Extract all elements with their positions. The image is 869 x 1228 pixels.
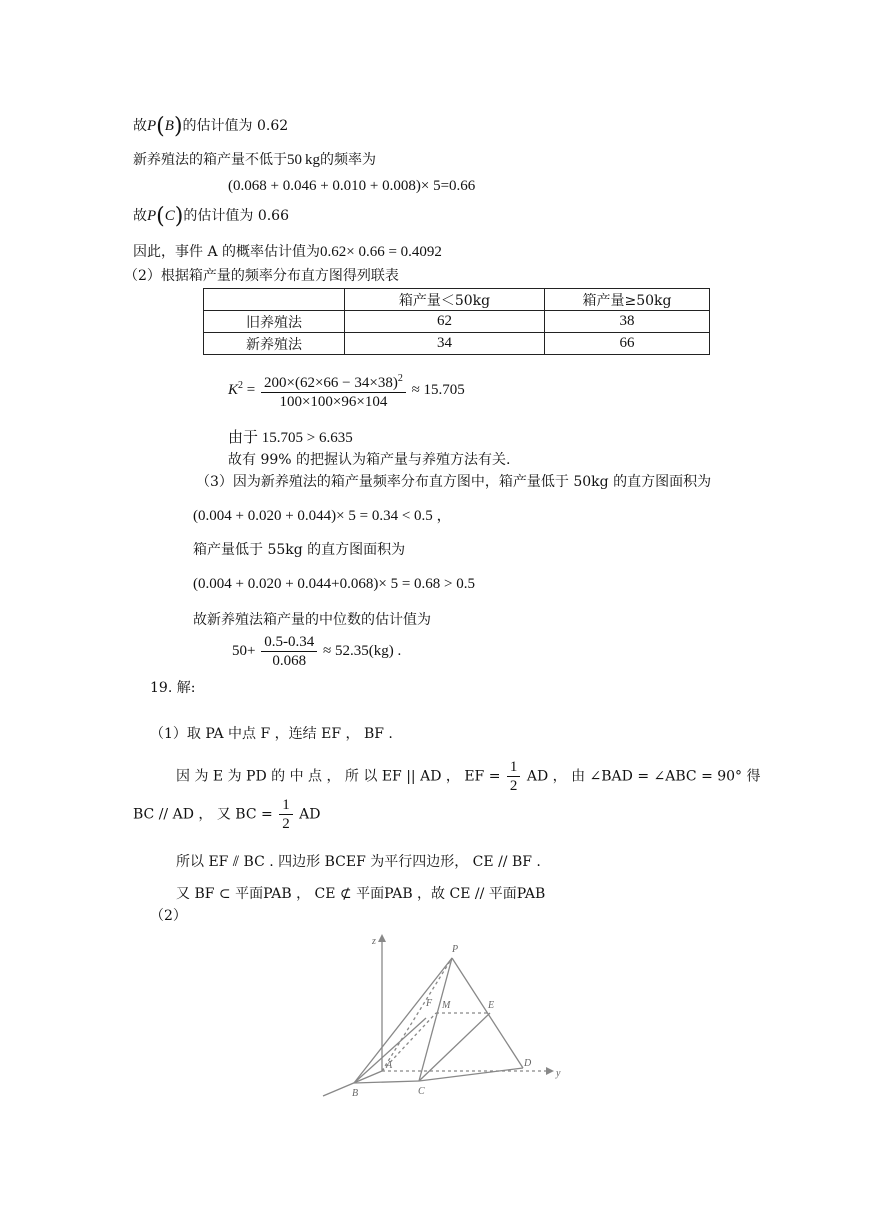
label-f: F	[426, 998, 433, 1009]
median-fraction: $\frac{0.5-0.34}{0.068}$	[261, 633, 317, 670]
q19-header: 19. 解:	[150, 680, 196, 696]
part3-expr1: (0.004 + 0.020 + 0.044)× 5 = 0.34 < 0.5 ，	[193, 508, 452, 524]
part3-expr2: (0.004 + 0.020 + 0.044+0.068)× 5 = 0.68 > 0.5	[193, 576, 475, 592]
pa-estimate-line: 因此，事件 A 的概率估计值为0.62× 0.66 = 0.4092	[133, 244, 442, 260]
label-m: M	[442, 1000, 451, 1011]
label-y: y	[556, 1068, 561, 1079]
label-p: P	[452, 944, 459, 955]
conclusion-line: 故有 99% 的把握认为箱产量与养殖方法有关.	[228, 452, 511, 468]
contingency-table	[203, 288, 710, 355]
table-header-cell: 箱产量≥50kg	[545, 289, 710, 311]
pc-estimate-line: 故P(C)的估计值为 0.66	[133, 204, 289, 229]
label-c: C	[418, 1086, 425, 1097]
edge-pa	[382, 958, 452, 1071]
pb-estimate-line: 故P(B)的估计值为 0.62	[133, 114, 289, 139]
since-line: 由于 15.705 > 6.635	[228, 430, 353, 446]
k2-fraction: $\frac{200\times(62\times 66 - 34\times 38)^2}{100\times 100\times 96\times 104}$	[261, 370, 406, 411]
z-axis-arrow-icon	[378, 934, 386, 942]
table-cell: 34	[345, 333, 545, 355]
part2-intro: （2）根据箱产量的频率分布直方图得列联表	[124, 268, 399, 284]
half-fraction: $\frac{1}{2}$	[279, 796, 293, 833]
part3-intro: （3）因为新养殖法的箱产量频率分布直方图中，箱产量低于 50kg 的直方图面积为	[196, 474, 712, 490]
q19-step3: BC // AD ， 又 BC = $\frac{1}{2}$ AD	[133, 797, 321, 832]
part3-line3: 故新养殖法箱产量的中位数的估计值为	[193, 612, 431, 628]
k2-formula: $K^2$ = $\frac{200\times(62\times 66 - 34\times 38)^2}{100\times 100\times 96\times 104}$ ≈ 15.705	[228, 370, 465, 411]
table-cell: 66	[545, 333, 710, 355]
median-formula: 50+ $\frac{0.5-0.34}{0.068}$ ≈ 52.35(kg) .	[232, 634, 402, 669]
segment-bf	[354, 1018, 426, 1083]
new-rate-line: 新养殖法的箱产量不低于50 kg的频率为	[133, 152, 377, 168]
label-d: D	[524, 1058, 532, 1069]
half-fraction: $\frac{1}{2}$	[507, 758, 521, 795]
edge-cd	[419, 1068, 523, 1081]
table-cell: 62	[345, 311, 545, 333]
pyramid-figure	[318, 928, 568, 1108]
table-cell: 新养殖法	[204, 333, 345, 355]
table-row	[204, 311, 710, 333]
label-a: A	[386, 1060, 393, 1071]
q19-step5: 又 BF ⊂ 平面PAB ， CE ⊄ 平面PAB ，故 CE // 平面PAB	[176, 886, 546, 902]
part3-line2: 箱产量低于 55kg 的直方图面积为	[193, 542, 406, 558]
label-e: E	[488, 1000, 495, 1011]
table-header-cell: 箱产量＜50kg	[345, 289, 545, 311]
label-z: z	[372, 936, 376, 947]
new-rate-expression: (0.068 + 0.046 + 0.010 + 0.008)× 5=0.66	[228, 178, 476, 194]
table-header-row	[204, 289, 710, 311]
q19-step4: 所以 EF ⫽ BC . 四边形 BCEF 为平行四边形， CE // BF .	[176, 854, 541, 870]
y-axis-arrow-icon	[546, 1067, 554, 1075]
q19-step1: （1）取 PA 中点 F ，连结 EF ， BF .	[150, 726, 393, 742]
table-row	[204, 333, 710, 355]
label-b: B	[352, 1088, 359, 1099]
edge-bc	[354, 1081, 419, 1083]
q19-step2: 因 为 E 为 PD 的 中 点 ， 所 以 EF || AD ， EF = $\frac{1}{2}$ AD ， 由 ∠BAD = ∠ABC = 90° 得	[176, 759, 761, 794]
q19-part2-label: （2）	[150, 908, 187, 924]
table-cell: 38	[545, 311, 710, 333]
table-header-cell	[204, 289, 345, 311]
table-cell: 旧养殖法	[204, 311, 345, 333]
